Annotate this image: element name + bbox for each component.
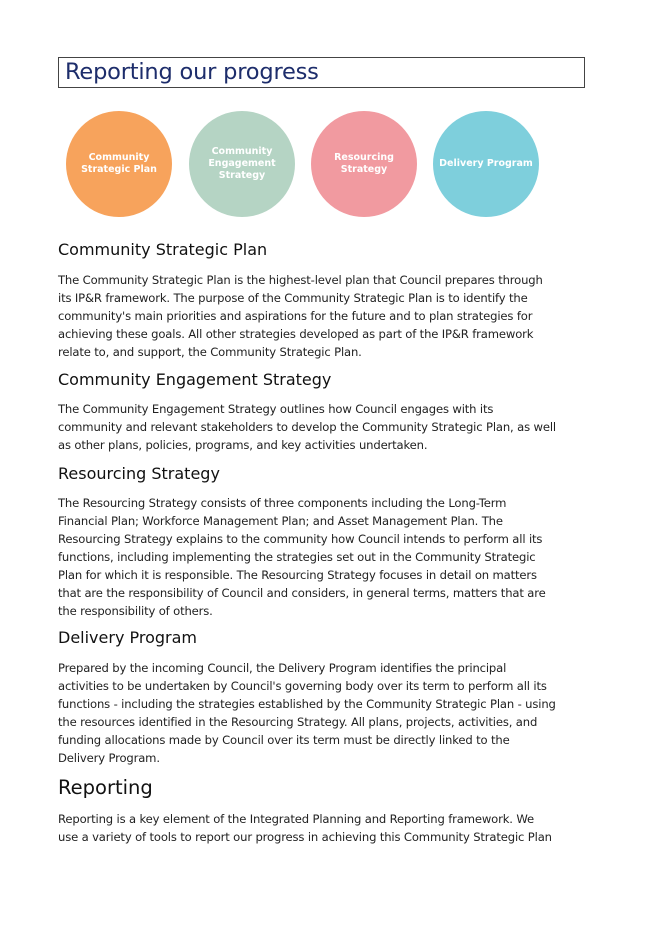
circle-community-engagement-strategy: [189, 111, 295, 217]
circle-label: Resourcing Strategy: [334, 152, 394, 175]
page-title: Reporting our progress: [65, 59, 319, 85]
circle-label: Community Engagement Strategy: [208, 146, 276, 181]
heading-reporting: Reporting: [58, 776, 153, 799]
circle-label: Community Strategic Plan: [81, 152, 157, 175]
circle-delivery-program: [433, 111, 539, 217]
heading-community-strategic-plan: Community Strategic Plan: [58, 240, 268, 259]
heading-community-engagement-strategy: Community Engagement Strategy: [58, 370, 332, 389]
paragraph-community-strategic-plan: The Community Strategic Plan is the highest-level plan that Council prepares through its IP&R framework. The purpose of the Community Strategic Plan is to identify the community's main priorities and aspirations for the future and to plan strategies for achieving these goals. All other strategies developed as part of the IP&R framework relate to, and support, the Community Strategic Plan.: [58, 273, 543, 359]
page-title-box: [58, 57, 585, 88]
paragraph-delivery-program: Prepared by the incoming Council, the Delivery Program identifies the principal activities to be undertaken by Council's governing body over its term to perform all its functions - including the strategies established by the Community Strategic Plan - using the resources identified in the Resourcing Strategy. All plans, projects, activities, and funding allocations made by Council over its term must be directly linked to the Delivery Program.: [58, 661, 556, 765]
heading-delivery-program: Delivery Program: [58, 628, 198, 647]
circle-resourcing-strategy: [311, 111, 417, 217]
heading-resourcing-strategy: Resourcing Strategy: [58, 464, 220, 483]
paragraph-resourcing-strategy: The Resourcing Strategy consists of three components including the Long-Term Financial Plan; Workforce Management Plan; and Asset Management Plan. The Resourcing Strategy explains to the community how Council intends to perform all its functions, including implementing the strategies set out in the Community Strategic Plan for which it is responsible. The Resourcing Strategy focuses in detail on matters that are the responsibility of Council and considers, in general terms, matters that are the responsibility of others.: [58, 496, 546, 618]
paragraph-community-engagement-strategy: The Community Engagement Strategy outlines how Council engages with its community and relevant stakeholders to develop the Community Strategic Plan, as well as other plans, policies, programs, and key activities undertaken.: [58, 402, 556, 452]
circle-community-strategic-plan: [66, 111, 172, 217]
paragraph-reporting: Reporting is a key element of the Integrated Planning and Reporting framework. We use a variety of tools to report our progress in achieving this Community Strategic Plan: [58, 812, 552, 844]
circle-label: Delivery Program: [439, 158, 533, 169]
